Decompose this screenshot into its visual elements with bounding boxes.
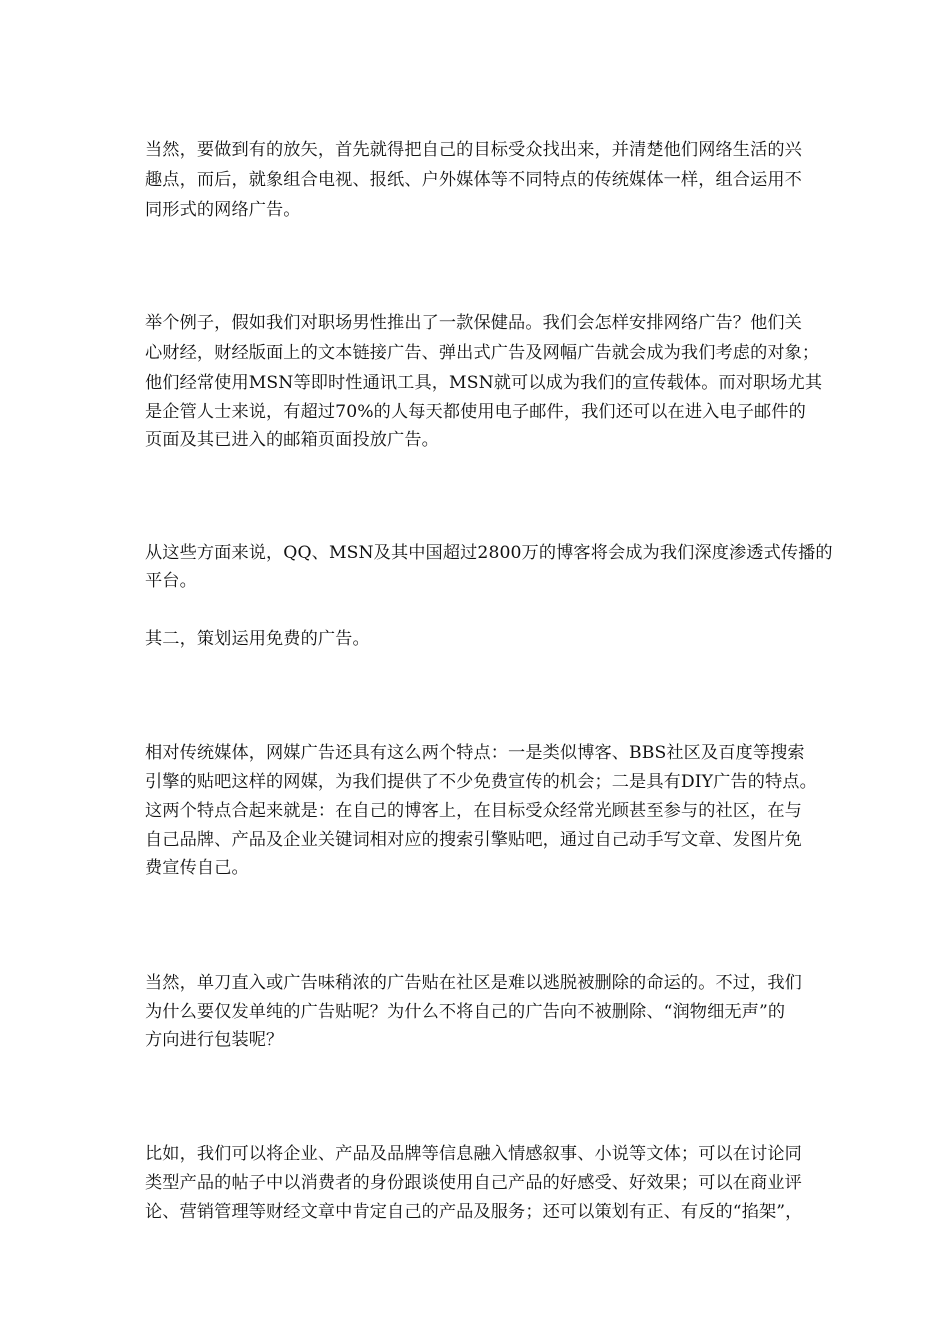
paragraph-1-line-3: 同形式的网络广告。 [145,200,301,220]
paragraph-5-line-3: 这两个特点合起来就是：在自己的博客上，在目标受众经常光顾甚至参与的社区，在与 [145,801,802,821]
paragraph-6-line-1: 当然，单刀直入或广告味稍浓的广告贴在社区是难以逃脱被删除的命运的。不过，我们 [145,973,802,993]
paragraph-4-line-1: 其二，策划运用免费的广告。 [145,629,370,649]
paragraph-7-line-1: 比如，我们可以将企业、产品及品牌等信息融入情感叙事、小说等文体；可以在讨论同 [145,1144,802,1164]
paragraph-3-line-2: 平台。 [145,571,197,591]
paragraph-2-line-3: 他们经常使用MSN等即时性通讯工具，MSN就可以成为我们的宣传载体。而对职场尤其 [145,373,823,393]
paragraph-7-line-3: 论、营销管理等财经文章中肯定自己的产品及服务；还可以策划有正、有反的“掐架”， [145,1202,803,1222]
paragraph-6-line-3: 方向进行包装呢？ [145,1030,284,1050]
paragraph-2-line-2: 心财经，财经版面上的文本链接广告、弹出式广告及网幅广告就会成为我们考虑的对象； [145,343,820,363]
paragraph-5-line-5: 费宣传自己。 [145,858,249,878]
paragraph-6-line-2: 为什么要仅发单纯的广告贴呢？为什么不将自己的广告向不被删除、“润物细无声”的 [145,1002,786,1022]
paragraph-3-line-1: 从这些方面来说，QQ、MSN及其中国超过2800万的博客将会成为我们深度渗透式传播的 [145,543,833,563]
paragraph-5-line-1: 相对传统媒体，网媒广告还具有这么两个特点：一是类似博客、BBS社区及百度等搜索 [145,743,805,763]
paragraph-2-line-4: 是企管人士来说，有超过70%的人每天都使用电子邮件，我们还可以在进入电子邮件的 [145,402,806,422]
paragraph-7-line-2: 类型产品的帖子中以消费者的身份跟谈使用自己产品的好感受、好效果；可以在商业评 [145,1173,802,1193]
paragraph-2-line-1: 举个例子，假如我们对职场男性推出了一款保健品。我们会怎样安排网络广告？他们关 [145,313,802,333]
paragraph-5-line-2: 引擎的贴吧这样的网媒，为我们提供了不少免费宣传的机会；二是具有DIY广告的特点。 [145,772,817,792]
paragraph-1-line-1: 当然，要做到有的放矢，首先就得把自己的目标受众找出来，并清楚他们网络生活的兴 [145,140,802,160]
paragraph-1-line-2: 趣点，而后，就象组合电视、报纸、户外媒体等不同特点的传统媒体一样，组合运用不 [145,170,802,190]
paragraph-2-line-5: 页面及其已进入的邮箱页面投放广告。 [145,430,439,450]
paragraph-5-line-4: 自己品牌、产品及企业关键词相对应的搜索引擎贴吧，通过自己动手写文章、发图片免 [145,830,802,850]
